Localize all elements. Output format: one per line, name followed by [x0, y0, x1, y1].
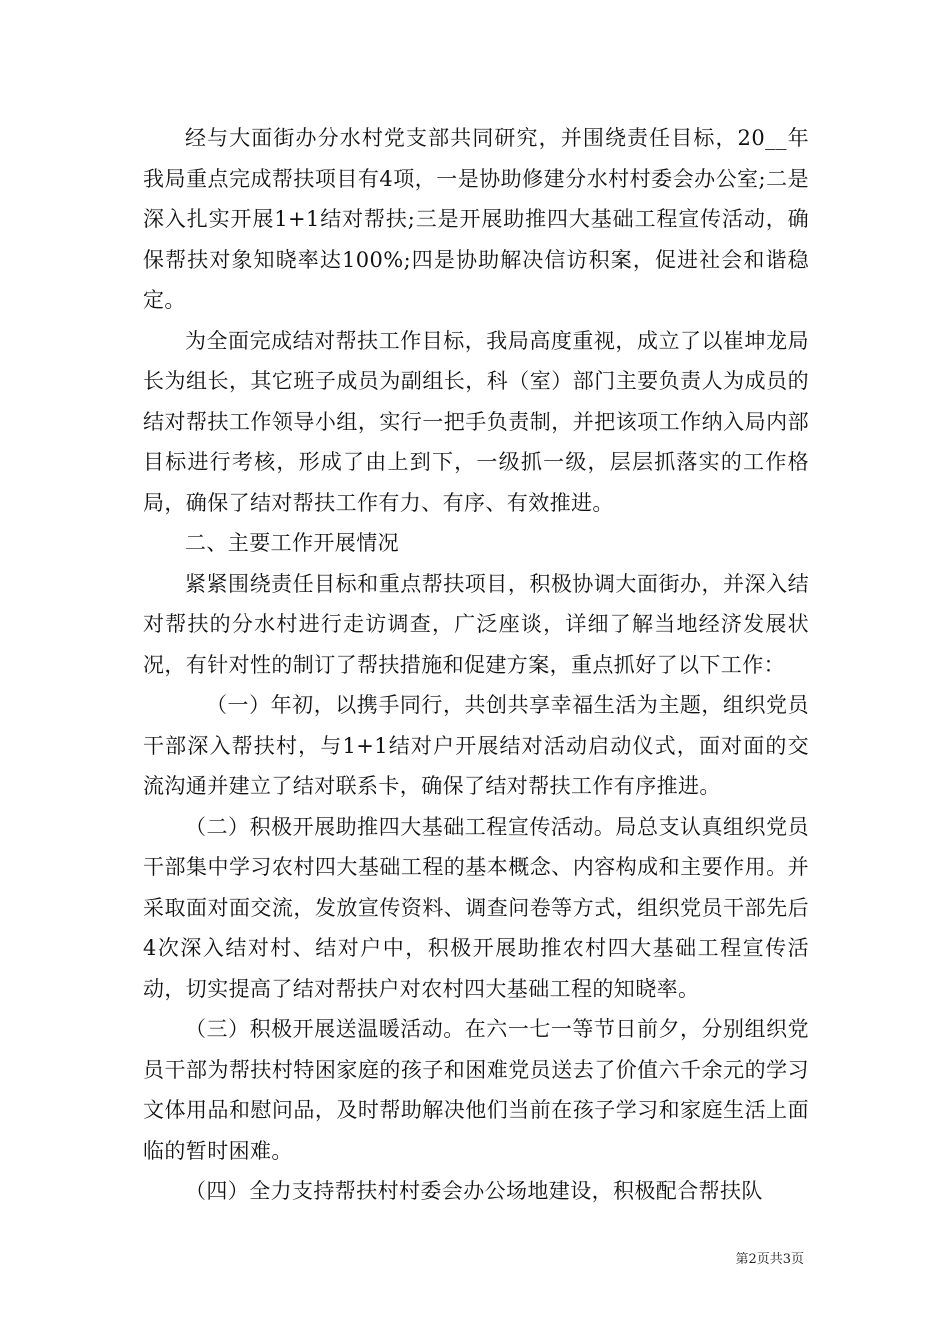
paragraph-work-overview: 紧紧围绕责任目标和重点帮扶项目，积极协调大面街办，并深入结对帮扶的分水村进行走访调查，广泛座谈，详细了解当地经济发展状况，有针对性的制订了帮扶措施和促建方案，重点抓好了以下工作：	[143, 571, 809, 677]
page-number: 第2页共3页	[735, 1252, 804, 1267]
paragraph-item-4: （四）全力支持帮扶村村委会办公场地建设，积极配合帮扶队	[185, 1179, 763, 1203]
paragraph-project-goals: 经与大面街办分水村党支部共同研究，并围绕责任目标，20__年我局重点完成帮扶项目有4项，一是协助修建分水村村委会办公室;二是深入扎实开展1+1结对帮扶;三是开展助推四大基础工程宣传活动，确保帮扶对象知晓率达100%;四是协助解决信访积案，促进社会和谐稳定。	[143, 126, 809, 312]
paragraph-item-3: （三）积极开展送温暖活动。在六一七一等节日前夕，分别组织党员干部为帮扶村特困家庭的孩子和困难党员送去了价值六千余元的学习文体用品和慰问品，及时帮助解决他们当前在孩子学习和家庭生活上面临的暂时困难。	[143, 1017, 809, 1163]
section-heading-main-work: 二、主要工作开展情况	[185, 531, 399, 555]
paragraph-item-1: （一）年初，以携手同行，共创共享幸福生活为主题，组织党员干部深入帮扶村，与1+1结对户开展结对活动启动仪式，面对面的交流沟通并建立了结对联系卡，确保了结对帮扶工作有序推进。	[143, 693, 809, 798]
document-body	[143, 118, 809, 1212]
paragraph-item-2: （二）积极开展助推四大基础工程宣传活动。局总支认真组织党员干部集中学习农村四大基础工程的基本概念、内容构成和主要作用。并采取面对面交流，发放宣传资料、调查问卷等方式，组织党员干部先后4次深入结对村、结对户中，积极开展助推农村四大基础工程宣传活动，切实提高了结对帮扶户对农村四大基础工程的知晓率。	[143, 814, 809, 1001]
paragraph-leadership-group: 为全面完成结对帮扶工作目标，我局高度重视，成立了以崔坤龙局长为组长，其它班子成员为副组长，科（室）部门主要负责人为成员的结对帮扶工作领导小组，实行一把手负责制，并把该项工作纳入局内部目标进行考核，形成了由上到下，一级抓一级，层层抓落实的工作格局，确保了结对帮扶工作有力、有序、有效推进。	[143, 328, 809, 515]
